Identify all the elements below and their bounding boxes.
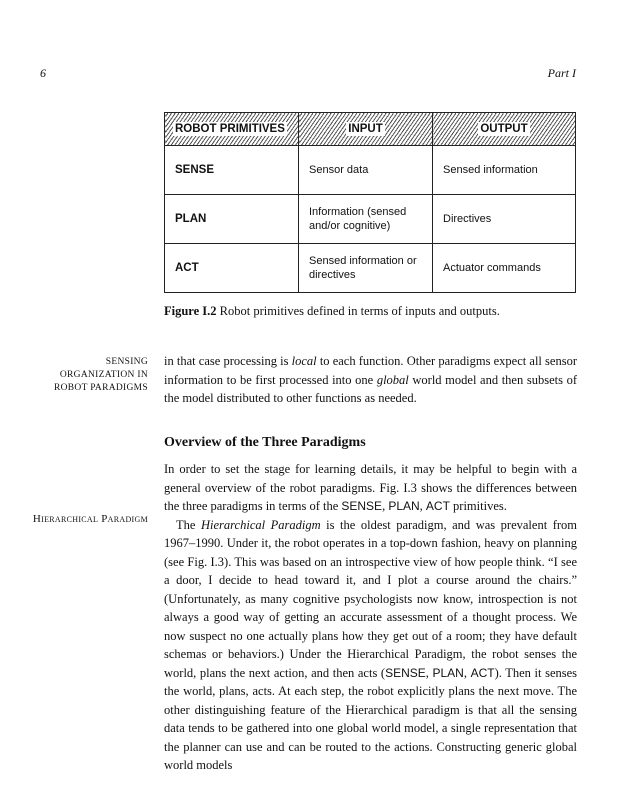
page-number: 6 (40, 66, 46, 80)
running-header: Part I (547, 66, 576, 80)
output-cell: Sensed information (433, 146, 576, 195)
primitive-cell: SENSE (165, 146, 299, 195)
table-header-label: INPUT (348, 123, 383, 135)
output-cell: Actuator commands (433, 244, 576, 293)
input-cell: Sensor data (299, 146, 433, 195)
paragraph-sensing: in that case processing is local to each function. Other paradigms expect all sensor information to be first processed into one global world model and then subsets of the model distributed to other functions as needed. (164, 354, 577, 405)
output-cell: Directives (433, 195, 576, 244)
margin-note-hierarchical: Hierarchical Paradigm (32, 513, 148, 525)
margin-note-sensing: SENSING ORGANIZATION IN ROBOT PARADIGMS (54, 357, 148, 393)
figure-caption (164, 304, 500, 319)
section-heading: Overview of the Three Paradigms (164, 435, 366, 450)
table-header-cell (433, 113, 576, 146)
figure-caption-text: Robot primitives defined in terms of inputs and outputs. (219, 304, 500, 318)
primitive-cell: PLAN (165, 195, 299, 244)
input-cell: Information (sensed and/or cognitive) (299, 195, 433, 244)
input-cell: Sensed information or directives (299, 244, 433, 293)
paragraph-overview: In order to set the stage for learning details, it may be helpful to begin with a general overview of the robot paradigms. Fig. I.3 shows the differences between the three paradigms in terms of the SENSE, PLAN, ACT primitives. The Hierarchical Paradigm is the oldest paradigm, and was prevalent from 1967–1990. Under it, the robot operates in a top-down fashion, heavy on planning (see Fig. I.3). This was based on an introspective view of how people think. “I see a door, I decide to head toward it, and I plot a course around the chairs.” (Unfortunately, as many cognitive psychologists now know, introspection is not always a good way of getting an accurate assessment of a thought process. We now suspect no one actually plans how they get out of a room; they have default schemas or behaviors.) Under the Hierarchical Paradigm, the robot senses the world, plans the next action, and then acts (SENSE, PLAN, ACT). Then it senses the world, plans, acts. At each step, the robot explicitly plans the next move. The other distinguishing feature of the Hierarchical paradigm is that all the sensing data tends to be gathered into one global world model, a single representation that the planner can use and can be routed to the actions. Constructing generic global world models (164, 462, 578, 772)
robot-primitives-table (164, 112, 576, 293)
table-header-cell (165, 113, 299, 146)
table-header-row (165, 113, 576, 146)
table-header-label: OUTPUT (480, 123, 528, 135)
table-row (165, 244, 576, 293)
table-header-label: ROBOT PRIMITIVES (175, 123, 285, 135)
figure-label: Figure I.2 (164, 304, 217, 318)
table-row (165, 146, 576, 195)
table-header-cell (299, 113, 433, 146)
table-row (165, 195, 576, 244)
primitive-cell: ACT (165, 244, 299, 293)
